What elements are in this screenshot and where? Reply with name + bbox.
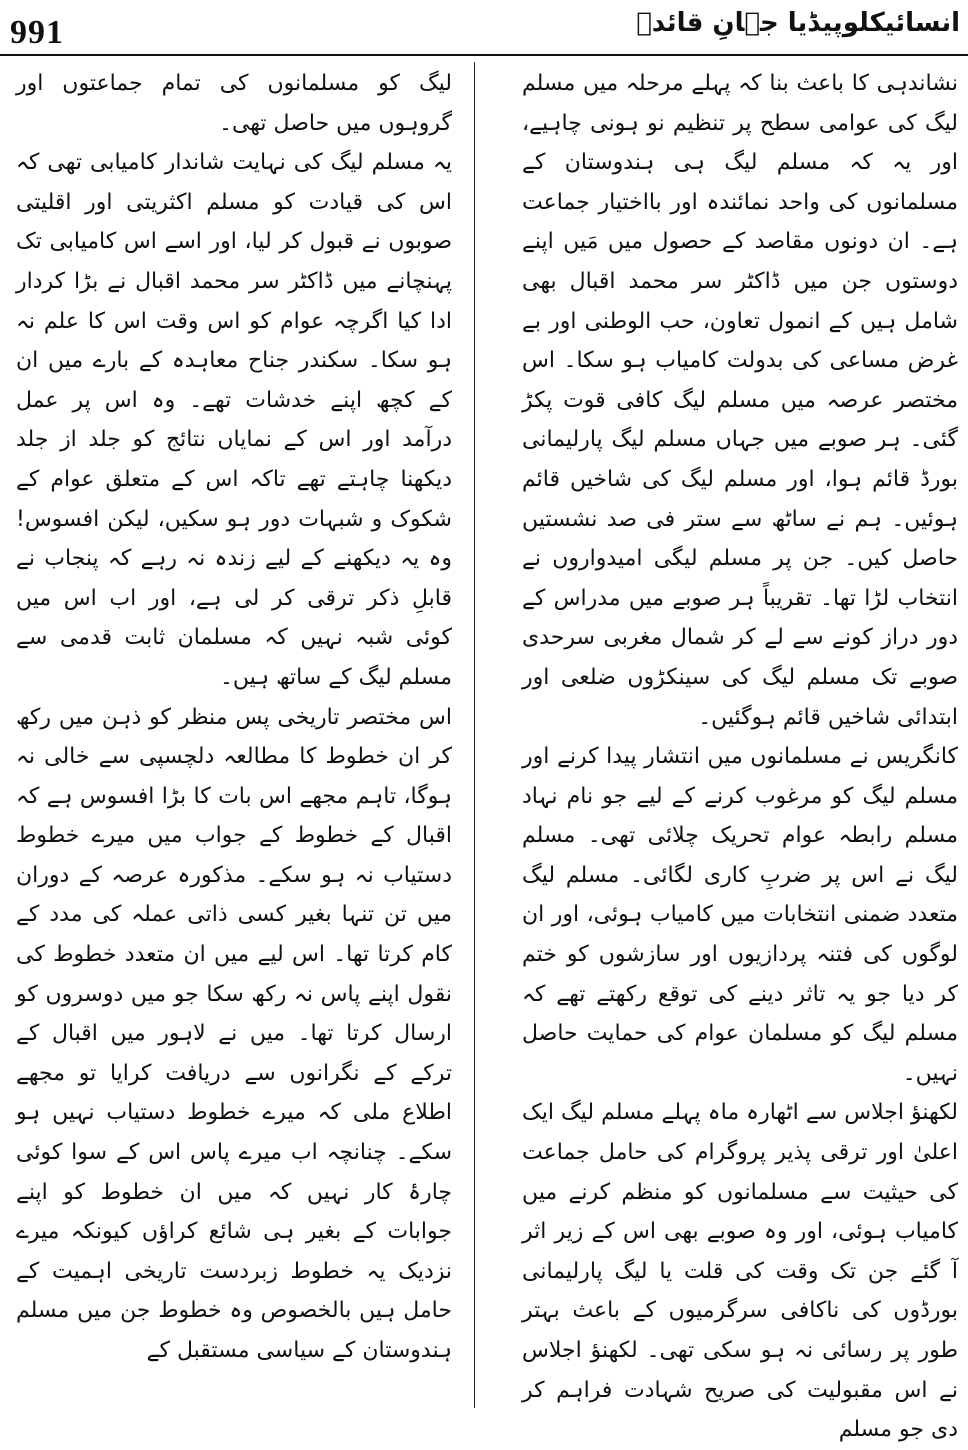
paragraph: کانگریس نے مسلمانوں میں انتشار پیدا کرنے اور مسلم لیگ کو مرغوب کرنے کے لیے جو نام نہاد مسلم رابطہ عوام تحریک چلائی تھی۔ مسلم لیگ نے اس پر ضربِ کاری لگائی۔ مسلم لیگ متعدد ضمنی انتخابات میں کامیاب ہوئی، اور ان لوگوں کی فتنہ پردازیوں اور سازشوں کو ختم کر دیا جو یہ تاثر دینے کی توقع رکھتے تھے کہ مسلم لیگ کو مسلمان عوام کی حمایت حاصل نہیں۔	[522, 744, 958, 1086]
paragraph: لیگ کو مسلمانوں کی تمام جماعتوں اور گروہوں میں حاصل تھی۔	[16, 71, 452, 136]
left-column	[16, 64, 452, 1408]
header-rule	[0, 54, 968, 56]
page-header	[0, 0, 968, 60]
running-title: انسائیکلوپیڈیا جہانِ قائدؒ	[636, 8, 960, 38]
paragraph: لکھنؤ اجلاس سے اٹھارہ ماہ پہلے مسلم لیگ ایک اعلیٰ اور ترقی پذیر پروگرام کی حامل جماعت کی حیثیت سے مسلمانوں کو منظم کرنے میں کامیاب ہوئی، اور وہ صوبے بھی اس کے زیر اثر آ گئے جن تک وقت کی قلت یا لیگ پارلیمانی بورڈوں کی ناکافی سرگرمیوں کے باعث بہتر طور پر رسائی نہ ہو سکی تھی۔ لکھنؤ اجلاس نے اس مقبولیت کی صریح شہادت فراہم کر دی جو مسلم	[522, 1100, 958, 1443]
right-column	[522, 64, 958, 1443]
paragraph: نشاندہی کا باعث بنا کہ پہلے مرحلہ میں مسلم لیگ کی عوامی سطح پر تنظیم نو ہونی چاہیے، اور یہ کہ مسلم لیگ ہی ہندوستان کے مسلمانوں کی واحد نمائندہ اور بااختیار جماعت ہے۔ ان دونوں مقاصد کے حصول میں مَیں اپنے دوستوں جن میں ڈاکٹر سر محمد اقبال بھی شامل ہیں کے انمول تعاون، حب الوطنی اور بے غرض مساعی کی بدولت کامیاب ہو سکا۔ اس مختصر عرصہ میں مسلم لیگ کافی قوت پکڑ گئی۔ ہر صوبے میں جہاں مسلم لیگ پارلیمانی بورڈ قائم ہوا، اور مسلم لیگ کی شاخیں قائم ہوئیں۔ ہم نے ساٹھ سے ستر فی صد نشستیں حاصل کیں۔ جن پر مسلم لیگی امیدواروں نے انتخاب لڑا تھا۔ تقریباً ہر صوبے میں مدراس کے دور دراز کونے سے لے کر شمال مغربی سرحدی صوبے تک مسلم لیگ کی سینکڑوں ضلعی اور ابتدائی شاخیں قائم ہوگئیں۔	[522, 71, 958, 730]
paragraph: یہ مسلم لیگ کی نہایت شاندار کامیابی تھی کہ اس کی قیادت کو مسلم اکثریتی اور اقلیتی صوبوں نے قبول کر لیا، اور اسے اس کامیابی تک پہنچانے میں ڈاکٹر سر محمد اقبال نے بڑا کردار ادا کیا اگرچہ عوام کو اس وقت اس کا علم نہ ہو سکا۔ سکندر جناح معاہدہ کے بارے میں ان کے کچھ اپنے خدشات تھے۔ وہ اس پر عمل درآمد اور اس کے نمایاں نتائج کو جلد از جلد دیکھنا چاہتے تھے تاکہ اس کے متعلق عوام کے شکوک و شبہات دور ہو سکیں، لیکن افسوس! وہ یہ دیکھنے کے لیے زندہ نہ رہے کہ پنجاب نے قابلِ ذکر ترقی کر لی ہے، اور اب اس میں کوئی شبہ نہیں کہ مسلمان ثابت قدمی سے مسلم لیگ کے ساتھ ہیں۔	[16, 150, 452, 690]
page-number: 991	[10, 14, 64, 51]
paragraph: اس مختصر تاریخی پس منظر کو ذہن میں رکھ کر ان خطوط کا مطالعہ دلچسپی سے خالی نہ ہوگا، تاہم مجھے اس بات کا بڑا افسوس ہے کہ اقبال کے خطوط کے جواب میں میرے خطوط دستیاب نہ ہو سکے۔ مذکورہ عرصہ کے دوران میں تن تنہا بغیر کسی ذاتی عملہ کی مدد کے کام کرتا تھا۔ اس لیے میں ان متعدد خطوط کی نقول اپنے پاس نہ رکھ سکا جو میں دوسروں کو ارسال کرتا تھا۔ میں نے لاہور میں اقبال کے ترکے کے نگرانوں سے دریافت کرایا تو مجھے اطلاع ملی کہ میرے خطوط دستیاب نہیں ہو سکے۔ چنانچہ اب میرے پاس اس کے سوا کوئی چارۂ کار نہیں کہ میں ان خطوط کو اپنے جوابات کے بغیر ہی شائع کراؤں کیونکہ میرے نزدیک یہ خطوط زبردست تاریخی اہمیت کے حامل ہیں بالخصوص وہ خطوط جن میں مسلم ہندوستان کے سیاسی مستقبل کے	[16, 704, 452, 1363]
column-divider	[474, 62, 475, 1408]
